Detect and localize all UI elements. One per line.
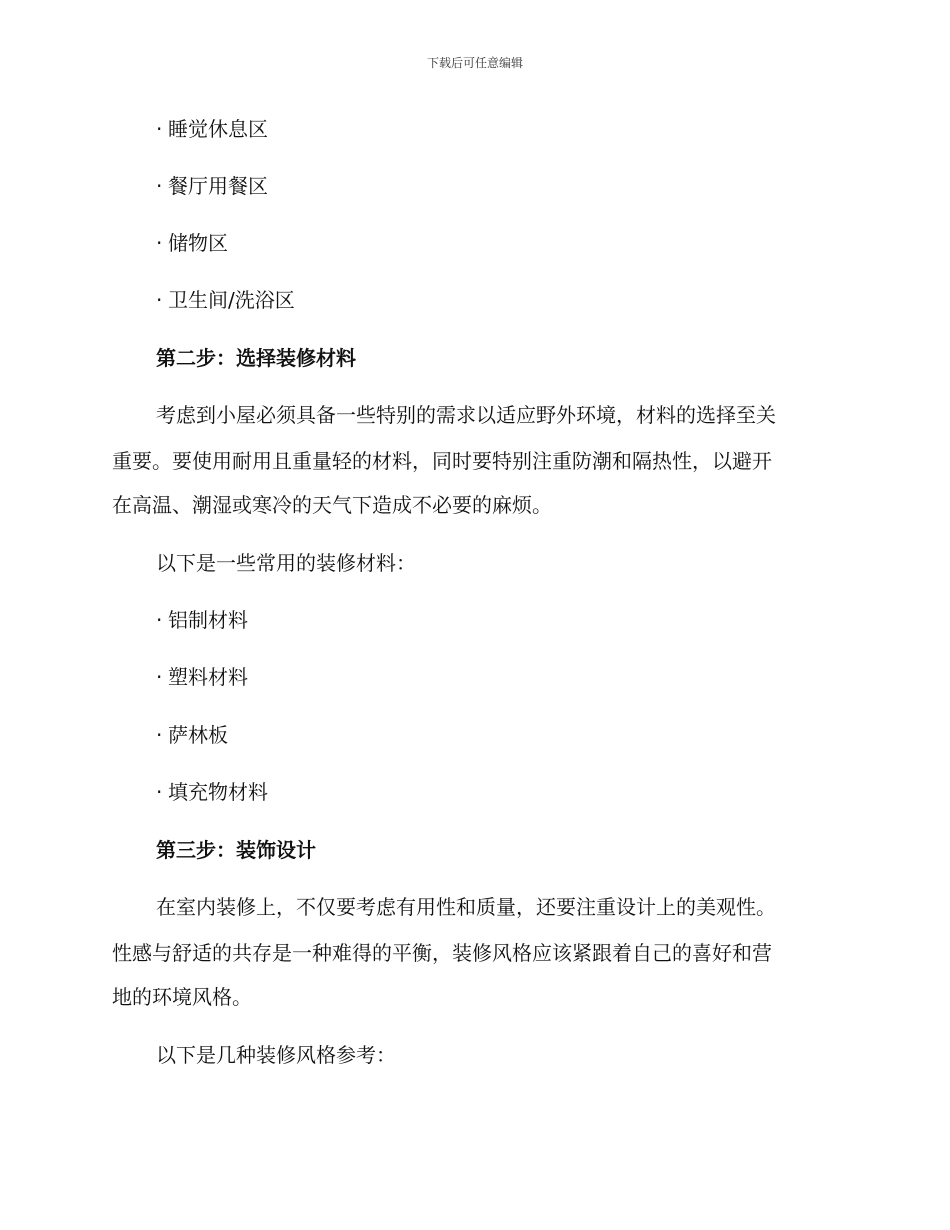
paragraph-line: 在高温、潮湿或寒冷的天气下造成不必要的麻烦。 <box>112 493 552 517</box>
list-item-text: 储物区 <box>168 231 228 255</box>
list-item-text: 卫生间/洗浴区 <box>168 288 295 312</box>
list-item-text: 萨林板 <box>168 723 228 747</box>
paragraph-line: 性感与舒适的共存是一种难得的平衡，装修风格应该紧跟着自己的喜好和营 <box>112 941 772 965</box>
list-item <box>156 662 248 692</box>
paragraph-line: 考虑到小屋必须具备一些特别的需求以适应野外环境，材料的选择至关 <box>156 403 776 427</box>
bullet-icon: · <box>156 174 163 198</box>
list-item-text: 睡觉休息区 <box>168 117 268 141</box>
section-heading-step3: 第三步：装饰设计 <box>156 838 316 862</box>
list-item <box>156 605 248 635</box>
list-item-text: 餐厅用餐区 <box>168 174 268 198</box>
bullet-icon: · <box>156 665 163 689</box>
bullet-icon: · <box>156 288 163 312</box>
paragraph-intro: 以下是一些常用的装修材料： <box>156 551 416 575</box>
list-item <box>156 114 268 144</box>
header-note: 下载后可任意编辑 <box>426 56 523 70</box>
list-item <box>156 228 228 258</box>
bullet-icon: · <box>156 608 163 632</box>
list-item-text: 塑料材料 <box>168 665 248 689</box>
list-item-text: 铝制材料 <box>168 608 248 632</box>
list-item-text: 填充物材料 <box>168 780 268 804</box>
bullet-icon: · <box>156 231 163 255</box>
section-heading-step2: 第二步：选择装修材料 <box>156 346 356 370</box>
list-item <box>156 171 268 201</box>
bullet-icon: · <box>156 117 163 141</box>
paragraph-line: 地的环境风格。 <box>112 985 252 1009</box>
list-item <box>156 720 228 750</box>
bullet-icon: · <box>156 780 163 804</box>
paragraph-line: 在室内装修上，不仅要考虑有用性和质量，还要注重设计上的美观性。 <box>156 895 776 919</box>
list-item <box>156 777 268 807</box>
paragraph-intro: 以下是几种装修风格参考： <box>156 1043 396 1067</box>
paragraph-line: 重要。要使用耐用且重量轻的材料，同时要特别注重防潮和隔热性，以避开 <box>112 449 772 473</box>
list-item <box>156 285 295 315</box>
bullet-icon: · <box>156 723 163 747</box>
